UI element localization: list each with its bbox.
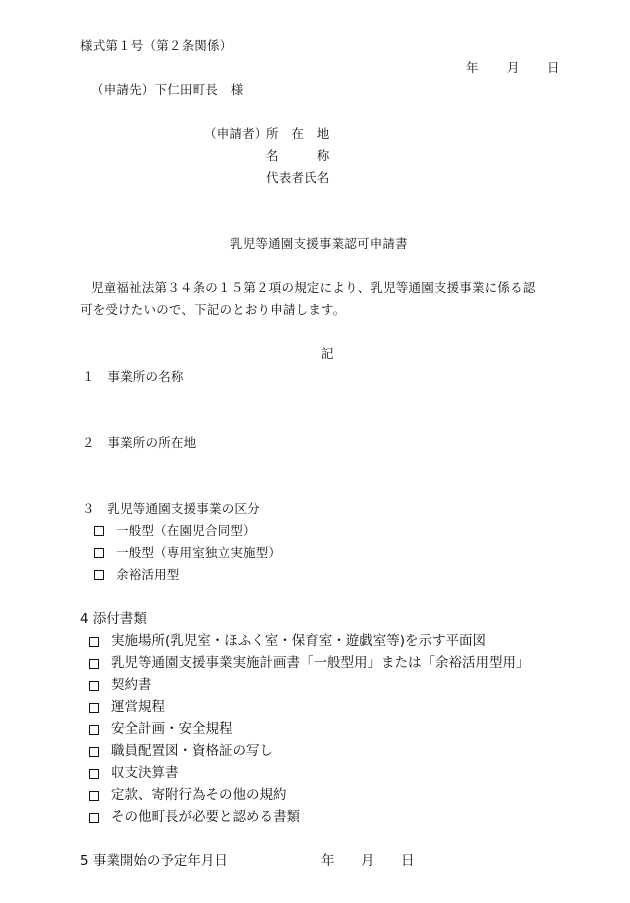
category-option-2[interactable] bbox=[94, 547, 281, 560]
date-day: 日 bbox=[547, 60, 560, 75]
date-year: 年 bbox=[466, 60, 479, 75]
checkbox-icon[interactable] bbox=[89, 681, 99, 691]
section-5-heading: 5 事業開始の予定年月日 bbox=[80, 853, 228, 869]
attachment-item-rules[interactable] bbox=[89, 701, 165, 715]
attachment-item-plan[interactable] bbox=[89, 657, 530, 671]
attachment-item-financial[interactable] bbox=[89, 767, 179, 781]
attachment-item-articles[interactable] bbox=[89, 789, 287, 803]
attachment-item-other[interactable] bbox=[89, 811, 300, 825]
applicant-rep-label: 代表者氏名 bbox=[266, 170, 330, 185]
section-3-heading: ３ 乳児等通園支援事業の区分 bbox=[82, 501, 260, 516]
attachment-label: 職員配置図・資格証の写し bbox=[111, 743, 273, 759]
section-4-heading: 4 添付書類 bbox=[80, 611, 147, 627]
attachment-item-floor-plan[interactable] bbox=[89, 635, 486, 649]
attachment-label: 運営規程 bbox=[111, 699, 165, 715]
addressee: （申請先）下仁田町長 様 bbox=[91, 82, 244, 97]
category-option-1[interactable] bbox=[94, 525, 256, 538]
category-option-3[interactable] bbox=[94, 569, 180, 582]
start-date-year: 年 bbox=[321, 853, 335, 869]
attachment-label: その他町長が必要と認める書類 bbox=[111, 809, 300, 825]
checkbox-icon[interactable] bbox=[94, 570, 104, 580]
attachment-label: 安全計画・安全規程 bbox=[111, 721, 233, 737]
checkbox-icon[interactable] bbox=[89, 813, 99, 823]
checkbox-icon[interactable] bbox=[89, 659, 99, 669]
attachment-item-contract[interactable] bbox=[89, 679, 152, 693]
attachment-item-safety[interactable] bbox=[89, 723, 233, 737]
checkbox-icon[interactable] bbox=[89, 725, 99, 735]
attachment-label: 定款、寄附行為その他の規約 bbox=[111, 787, 287, 803]
form-number: 様式第１号（第２条関係） bbox=[80, 38, 233, 53]
applicant-label: （申請者） bbox=[204, 126, 268, 141]
document-title: 乳児等通園支援事業認可申請書 bbox=[230, 236, 408, 251]
checkbox-icon[interactable] bbox=[89, 637, 99, 647]
category-option-label: 一般型（専用室独立実施型） bbox=[116, 545, 282, 560]
attachment-label: 実施場所(乳児室・ほふく室・保育室・遊戯室等)を示す平面図 bbox=[111, 633, 487, 649]
start-date-day: 日 bbox=[401, 853, 415, 869]
category-option-label: 余裕活用型 bbox=[116, 567, 180, 582]
checkbox-icon[interactable] bbox=[94, 526, 104, 536]
checkbox-icon[interactable] bbox=[94, 548, 104, 558]
attachment-item-staff[interactable] bbox=[89, 745, 273, 759]
checkbox-icon[interactable] bbox=[89, 747, 99, 757]
start-date-month: 月 bbox=[361, 853, 375, 869]
body-line-2: 可を受けたいので、下記のとおり申請します。 bbox=[80, 302, 346, 317]
checkbox-icon[interactable] bbox=[89, 703, 99, 713]
checkbox-icon[interactable] bbox=[89, 791, 99, 801]
attachment-label: 契約書 bbox=[111, 677, 152, 693]
checkbox-icon[interactable] bbox=[89, 769, 99, 779]
body-line-1: 児童福祉法第３４条の１５第２項の規定により、乳児等通園支援事業に係る認 bbox=[91, 280, 536, 295]
category-option-label: 一般型（在園児合同型） bbox=[116, 523, 256, 538]
applicant-address-label: 所 在 地 bbox=[266, 126, 330, 141]
date-month: 月 bbox=[507, 60, 520, 75]
applicant-name-label: 名 称 bbox=[266, 148, 330, 163]
attachment-label: 乳児等通園支援事業実施計画書「一般型用」または「余裕活用型用」 bbox=[111, 655, 530, 671]
ki-mark: 記 bbox=[321, 346, 334, 361]
attachment-label: 収支決算書 bbox=[111, 765, 179, 781]
section-2-heading: ２ 事業所の所在地 bbox=[82, 435, 197, 450]
section-1-heading: １ 事業所の名称 bbox=[82, 369, 184, 384]
